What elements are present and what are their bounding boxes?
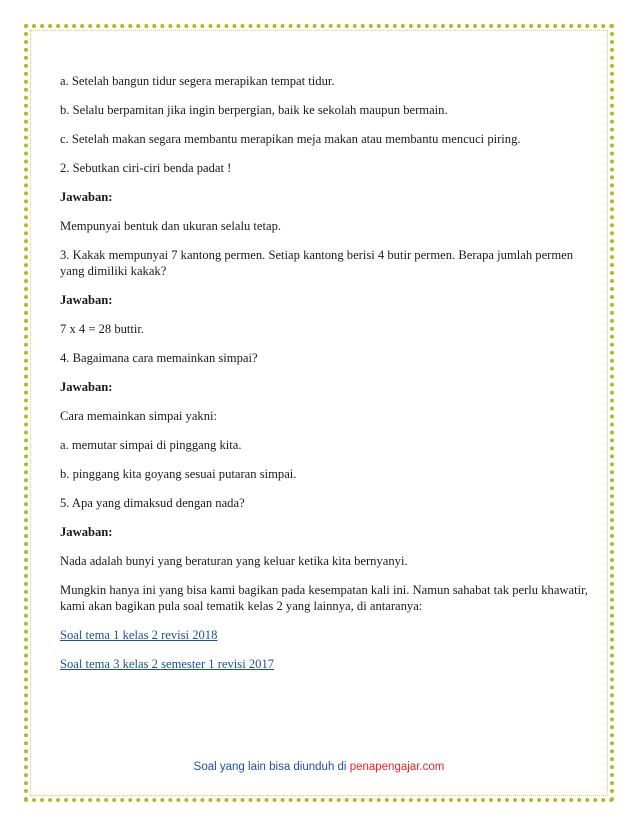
closing-paragraph: Mungkin hanya ini yang bisa kami bagikan pada kesempatan kali ini. Namun sahabat tak perlu khawatir, kami akan bagikan pula soal tematik kelas 2 yang lainnya, di antaranya: bbox=[60, 583, 588, 613]
answer-heading: Jawaban: bbox=[60, 525, 113, 539]
answer-line-a: a. Setelah bangun tidur segera merapikan tempat tidur. bbox=[60, 74, 335, 88]
question-5: 5. Apa yang dimaksud dengan nada? bbox=[60, 496, 245, 510]
answer-4-a: a. memutar simpai di pinggang kita. bbox=[60, 438, 242, 452]
link-soal-tema-3[interactable]: Soal tema 3 kelas 2 semester 1 revisi 2017 bbox=[60, 657, 275, 671]
footer-brand: penapengajar.com bbox=[349, 761, 445, 773]
answer-heading: Jawaban: bbox=[60, 293, 113, 307]
question-3: 3. Kakak mempunyai 7 kantong permen. Setiap kantong berisi 4 butir permen. Berapa jumlah permen yang dimiliki kakak? bbox=[60, 248, 574, 278]
link-soal-tema-1[interactable]: Soal tema 1 kelas 2 revisi 2018 bbox=[60, 628, 218, 642]
answer-3: 7 x 4 = 28 buttir. bbox=[60, 322, 145, 336]
link-paragraph-2 bbox=[60, 656, 594, 672]
page-footer bbox=[0, 761, 638, 773]
document-body bbox=[60, 73, 594, 685]
answer-2: Mempunyai bentuk dan ukuran selalu tetap. bbox=[60, 219, 282, 233]
answer-heading: Jawaban: bbox=[60, 380, 113, 394]
answer-4-b: b. pinggang kita goyang sesuai putaran simpai. bbox=[60, 467, 297, 481]
answer-5: Nada adalah bunyi yang beraturan yang keluar ketika kita bernyanyi. bbox=[60, 554, 408, 568]
link-paragraph-1 bbox=[60, 627, 594, 643]
answer-line-c: c. Setelah makan segara membantu merapikan meja makan atau membantu mencuci piring. bbox=[60, 132, 521, 146]
answer-line-b: b. Selalu berpamitan jika ingin berpergian, baik ke sekolah maupun bermain. bbox=[60, 103, 448, 117]
answer-heading: Jawaban: bbox=[60, 190, 113, 204]
question-4: 4. Bagaimana cara memainkan simpai? bbox=[60, 351, 258, 365]
footer-text: Soal yang lain bisa diunduh di bbox=[193, 761, 350, 773]
answer-4-intro: Cara memainkan simpai yakni: bbox=[60, 409, 218, 423]
question-2: 2. Sebutkan ciri-ciri benda padat ! bbox=[60, 161, 232, 175]
